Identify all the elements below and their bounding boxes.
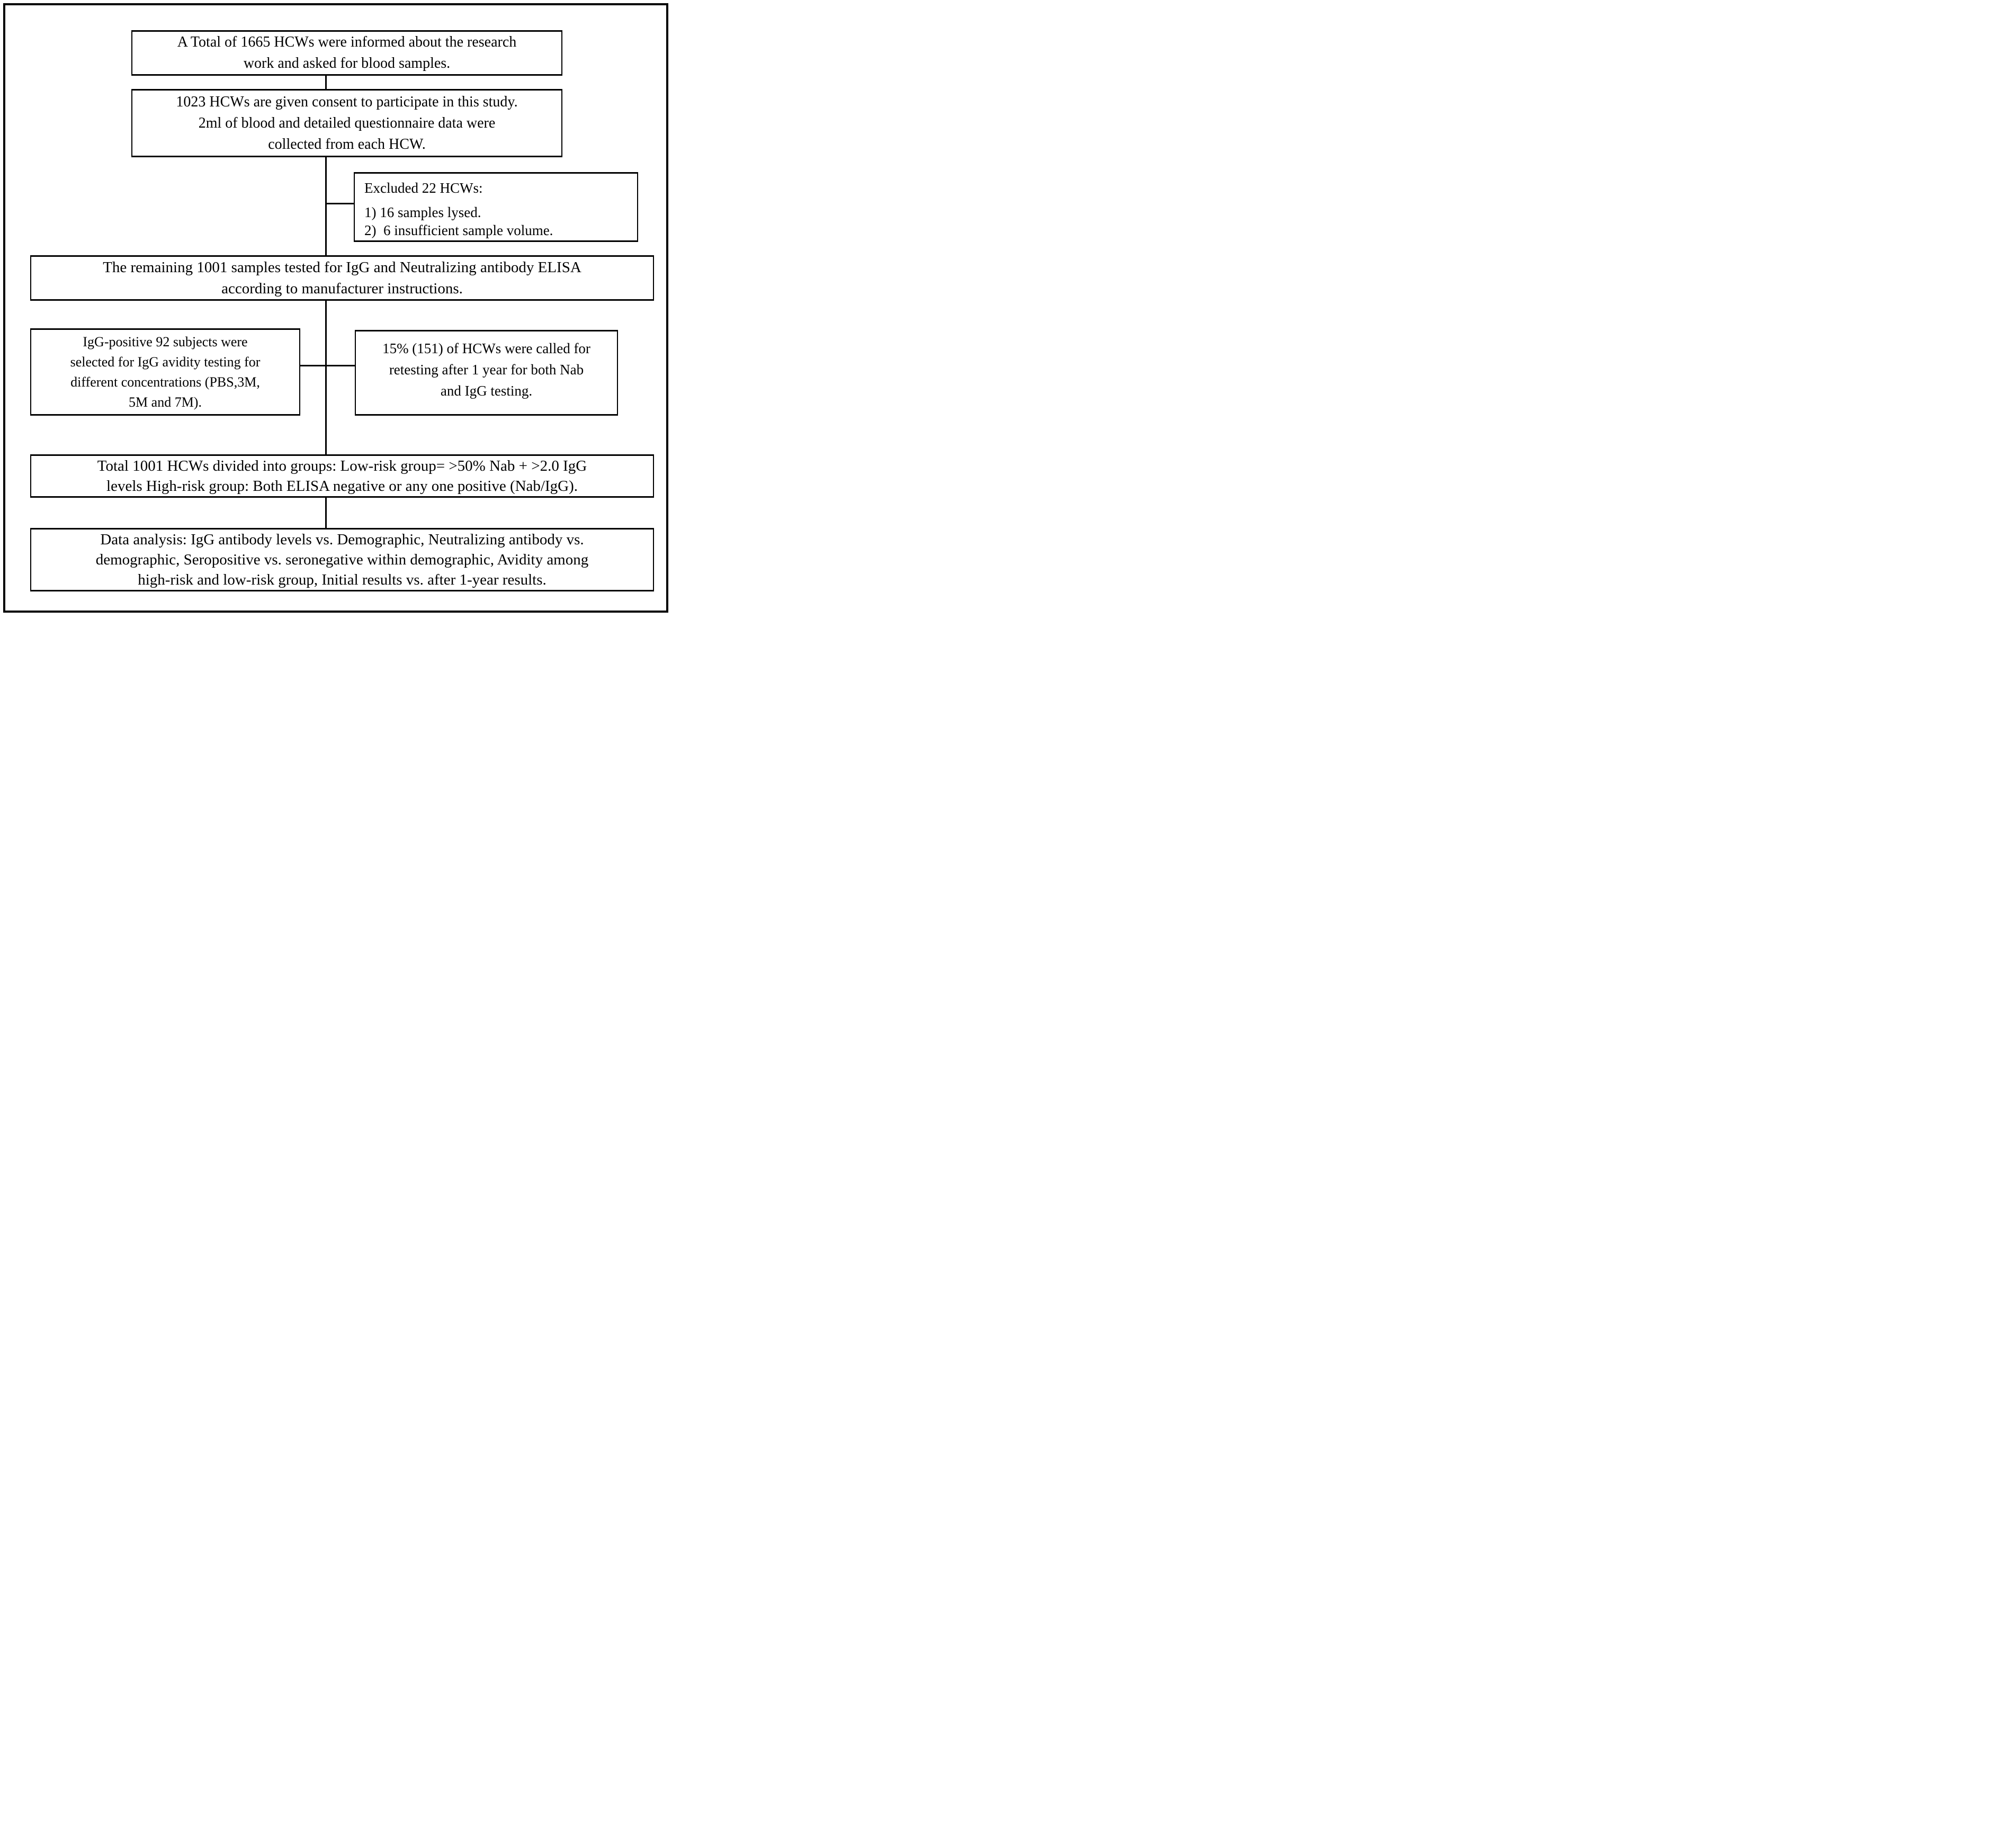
box-retesting [355,330,618,416]
box-avidity-line-2: selected for IgG avidity testing for [70,354,261,370]
box-excluded-item-2: 2) 6 insufficient sample volume. [364,222,553,238]
box-excluded-title: Excluded 22 HCWs: [364,180,483,196]
box-retesting-line-2: retesting after 1 year for both Nab [389,362,584,378]
box-informed-line-1: A Total of 1665 HCWs were informed about the research [177,34,517,50]
flowchart-figure [0,0,671,616]
connector-tested-to-groups [325,301,327,454]
box-tested [30,255,654,301]
box-avidity-line-4: 5M and 7M). [129,394,202,410]
box-informed-line-2: work and asked for blood samples. [243,55,451,71]
box-groups-line-1: Total 1001 HCWs divided into groups: Low-risk group= >50% Nab + >2.0 IgG [97,457,587,474]
box-analysis-line-3: high-risk and low-risk group, Initial results vs. after 1-year results. [138,571,547,588]
connector-groups-to-analysis [325,498,327,528]
connector-consent-to-tested [325,157,327,255]
box-informed [131,30,562,76]
box-consent [131,89,562,157]
box-consent-line-3: collected from each HCW. [268,136,426,152]
box-consent-line-2: 2ml of blood and detailed questionnaire data were [198,114,496,131]
box-avidity-line-1: IgG-positive 92 subjects were [83,334,248,349]
box-groups [30,454,654,498]
box-groups-line-2: levels High-risk group: Both ELISA negative or any one positive (Nab/IgG). [106,478,578,495]
box-tested-line-1: The remaining 1001 samples tested for IgG and Neutralizing antibody ELISA [103,259,581,276]
box-retesting-line-3: and IgG testing. [440,383,533,399]
box-analysis-line-1: Data analysis: IgG antibody levels vs. Demographic, Neutralizing antibody vs. [100,531,584,548]
box-analysis [30,528,654,591]
box-avidity [30,328,300,416]
box-consent-line-1: 1023 HCWs are given consent to participate in this study. [176,93,518,110]
connector-informed-to-consent [325,76,327,89]
box-excluded [354,172,638,242]
connector-branch-to-excluded [325,203,354,204]
box-retesting-line-1: 15% (151) of HCWs were called for [382,340,590,356]
box-tested-line-2: according to manufacturer instructions. [221,280,463,297]
box-analysis-line-2: demographic, Seropositive vs. seronegative within demographic, Avidity among [95,551,589,568]
connector-branch-avidity-retesting [300,365,355,366]
box-avidity-line-3: different concentrations (PBS,3M, [70,374,260,390]
box-excluded-item-1: 1) 16 samples lysed. [364,204,481,220]
